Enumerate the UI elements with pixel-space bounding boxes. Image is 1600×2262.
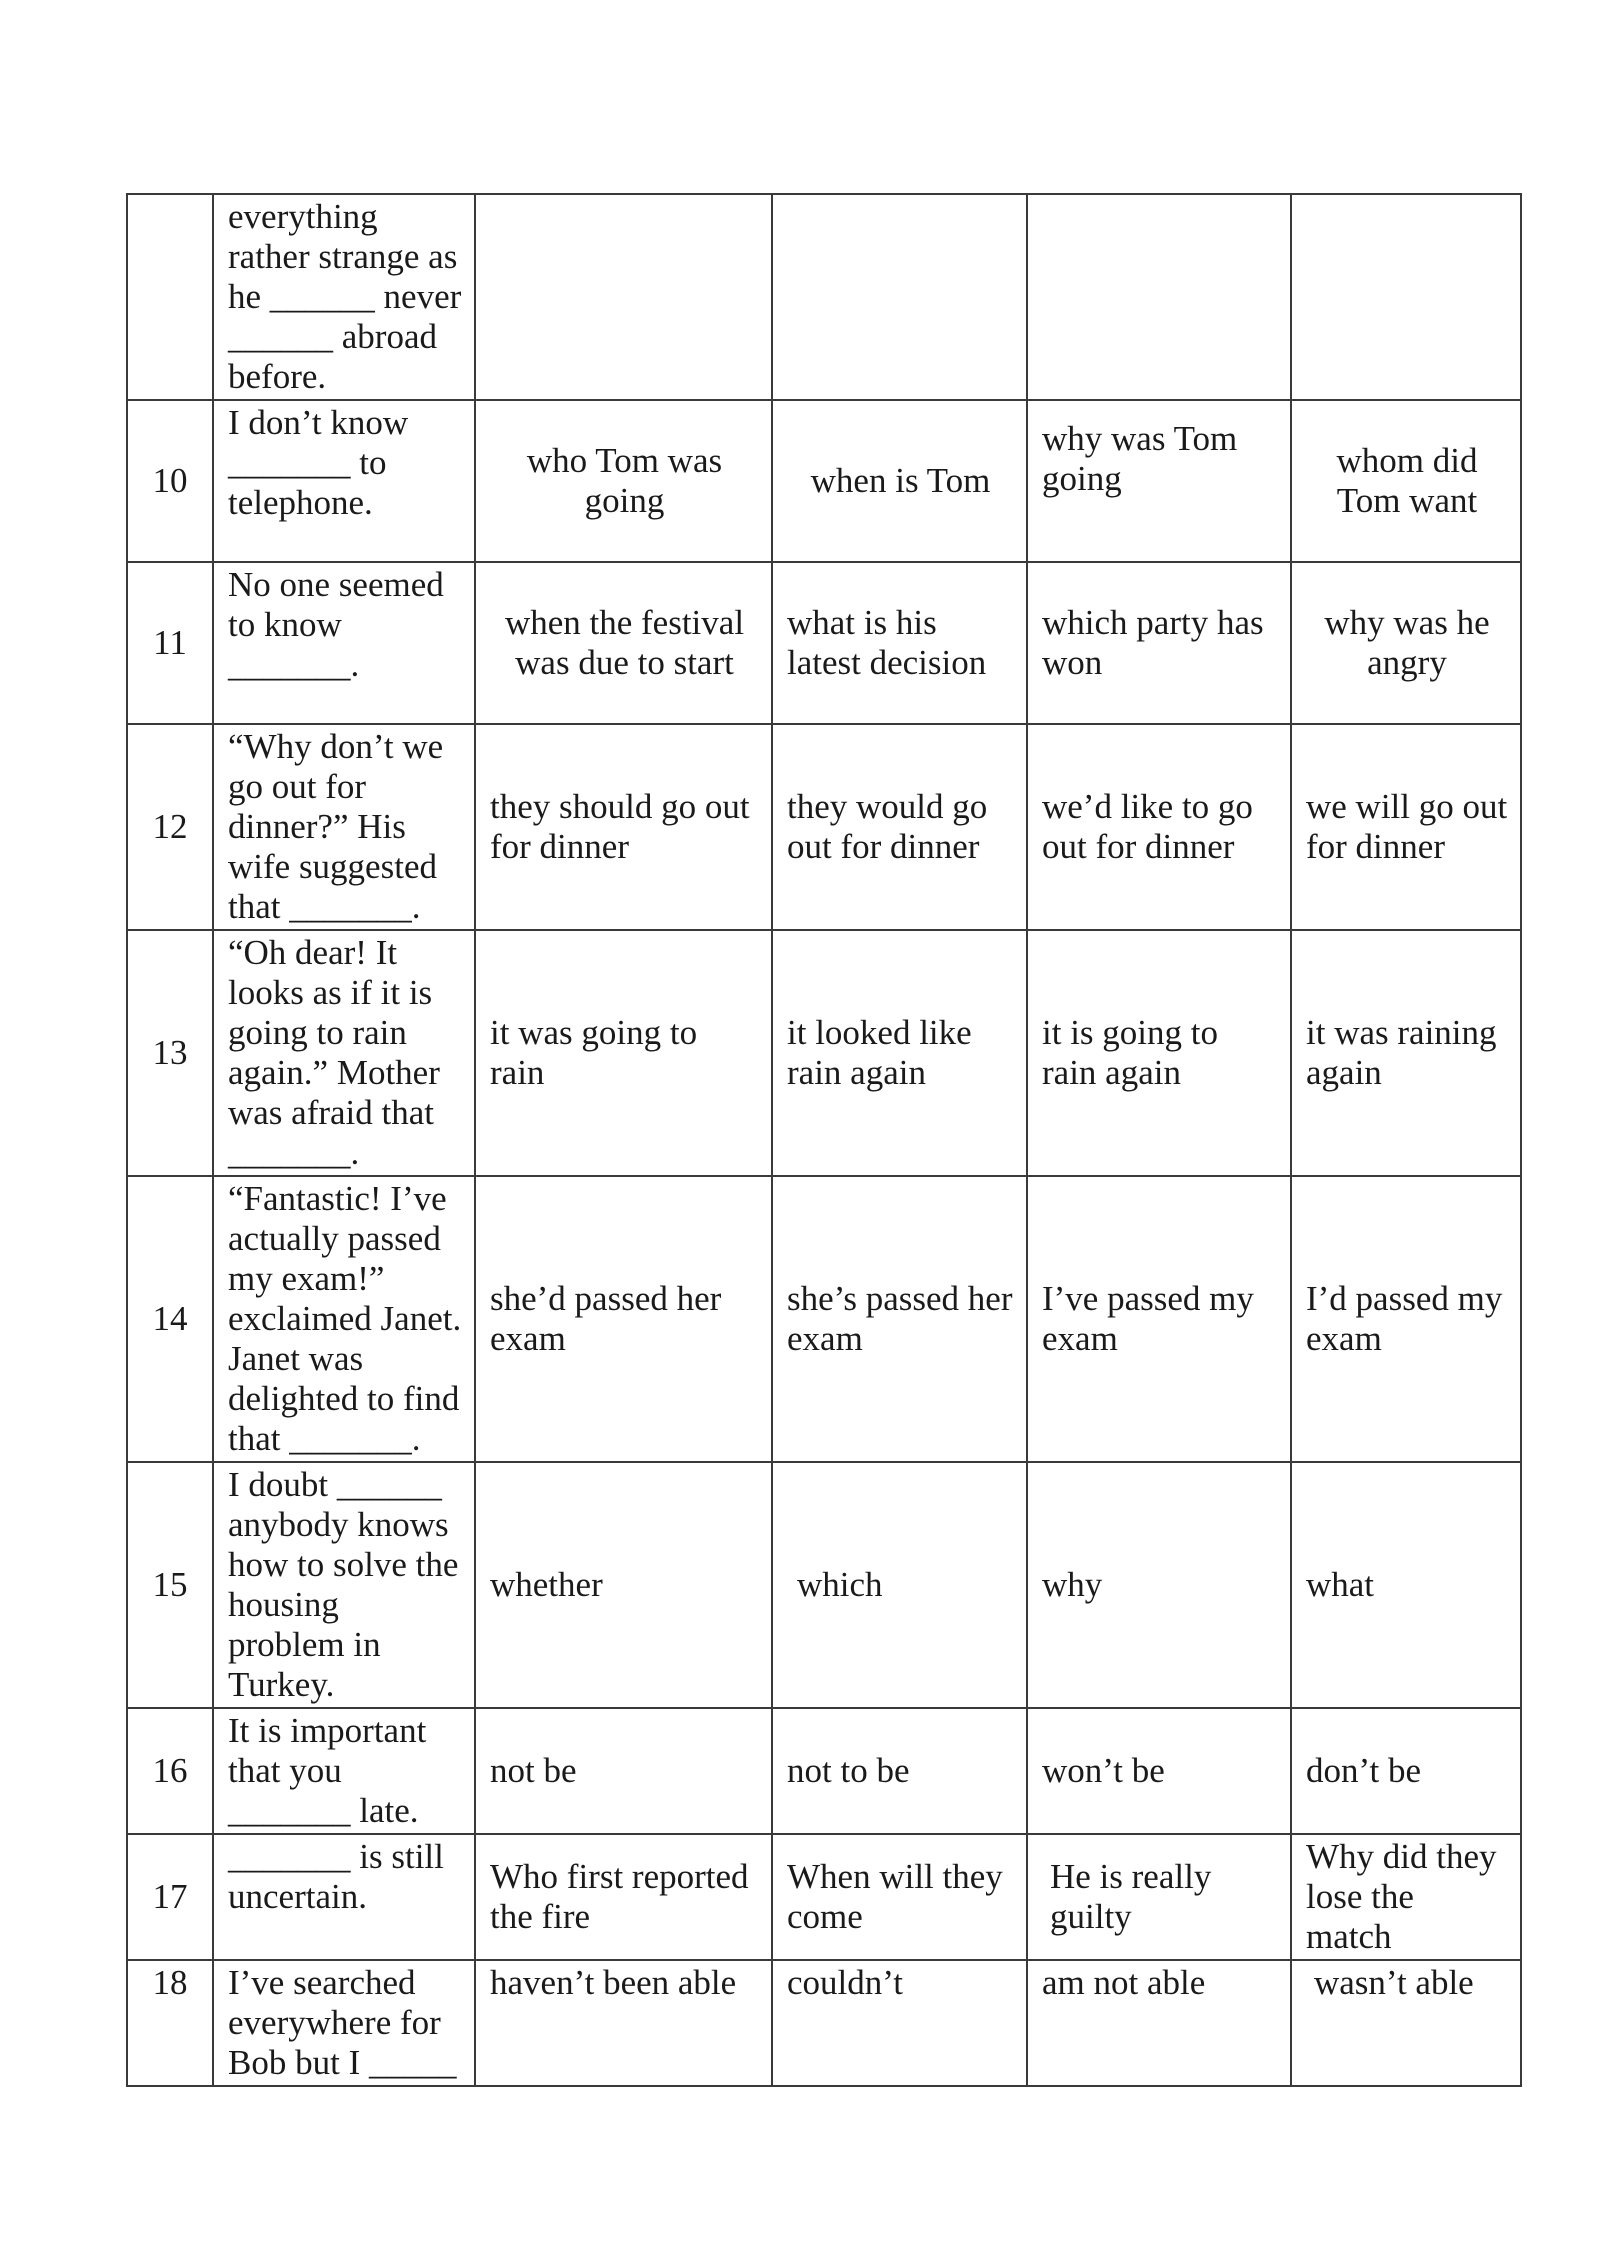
option-d: we will go out for dinner xyxy=(1291,724,1521,930)
option-a: when the festival was due to start xyxy=(475,562,772,724)
option-b: which xyxy=(772,1462,1027,1708)
option-b: what is his latest decision xyxy=(772,562,1027,724)
question-text: I’ve searched everywhere for Bob but I _____ xyxy=(213,1960,475,2086)
question-number: 17 xyxy=(127,1834,213,1960)
question-text: I doubt ______ anybody knows how to solve the housing problem in Turkey. xyxy=(213,1462,475,1708)
option-a: whether xyxy=(475,1462,772,1708)
question-number: 11 xyxy=(127,562,213,724)
table-row xyxy=(127,724,1521,930)
question-text: “Oh dear! It looks as if it is going to rain again.” Mother was afraid that _______. xyxy=(213,930,475,1176)
option-b xyxy=(772,194,1027,400)
option-c: He is really guilty xyxy=(1027,1834,1291,1960)
option-c: which party has won xyxy=(1027,562,1291,724)
option-b: When will they come xyxy=(772,1834,1027,1960)
option-c: it is going to rain again xyxy=(1027,930,1291,1176)
table-row xyxy=(127,194,1521,400)
question-text: “Why don’t we go out for dinner?” His wife suggested that _______. xyxy=(213,724,475,930)
table-row xyxy=(127,1708,1521,1834)
option-b: not to be xyxy=(772,1708,1027,1834)
question-text: “Fantastic! I’ve actually passed my exam!” exclaimed Janet. Janet was delighted to find that _______. xyxy=(213,1176,475,1462)
question-text: It is important that you _______ late. xyxy=(213,1708,475,1834)
table-row xyxy=(127,1834,1521,1960)
option-b: they would go out for dinner xyxy=(772,724,1027,930)
question-number xyxy=(127,194,213,400)
question-number: 14 xyxy=(127,1176,213,1462)
option-b: it looked like rain again xyxy=(772,930,1027,1176)
question-number: 16 xyxy=(127,1708,213,1834)
option-d: I’d passed my exam xyxy=(1291,1176,1521,1462)
option-d: why was he angry xyxy=(1291,562,1521,724)
question-number: 18 xyxy=(127,1960,213,2086)
option-a: haven’t been able xyxy=(475,1960,772,2086)
table-row xyxy=(127,1960,1521,2086)
question-number: 10 xyxy=(127,400,213,562)
table-row xyxy=(127,930,1521,1176)
option-b: couldn’t xyxy=(772,1960,1027,2086)
table-row xyxy=(127,562,1521,724)
option-d: wasn’t able xyxy=(1291,1960,1521,2086)
option-a: they should go out for dinner xyxy=(475,724,772,930)
option-d xyxy=(1291,194,1521,400)
option-c: why was Tom going xyxy=(1027,400,1291,562)
question-table xyxy=(126,193,1522,2087)
question-text: _______ is still uncertain. xyxy=(213,1834,475,1960)
option-a: who Tom was going xyxy=(475,400,772,562)
option-d: whom did Tom want xyxy=(1291,400,1521,562)
question-text: No one seemed to know _______. xyxy=(213,562,475,724)
table-row xyxy=(127,400,1521,562)
question-number: 13 xyxy=(127,930,213,1176)
table-row xyxy=(127,1462,1521,1708)
question-number: 12 xyxy=(127,724,213,930)
question-text: I don’t know _______ to telephone. xyxy=(213,400,475,562)
option-a xyxy=(475,194,772,400)
option-b: she’s passed her exam xyxy=(772,1176,1027,1462)
option-a: she’d passed her exam xyxy=(475,1176,772,1462)
option-c: won’t be xyxy=(1027,1708,1291,1834)
option-c: why xyxy=(1027,1462,1291,1708)
option-a: not be xyxy=(475,1708,772,1834)
option-a: it was going to rain xyxy=(475,930,772,1176)
option-c xyxy=(1027,194,1291,400)
option-d: what xyxy=(1291,1462,1521,1708)
option-c: we’d like to go out for dinner xyxy=(1027,724,1291,930)
option-c: I’ve passed my exam xyxy=(1027,1176,1291,1462)
table-row xyxy=(127,1176,1521,1462)
option-c: am not able xyxy=(1027,1960,1291,2086)
option-d: it was raining again xyxy=(1291,930,1521,1176)
option-d: Why did they lose the match xyxy=(1291,1834,1521,1960)
question-text: everything rather strange as he ______ never ______ abroad before. xyxy=(213,194,475,400)
question-number: 15 xyxy=(127,1462,213,1708)
option-a: Who first reported the fire xyxy=(475,1834,772,1960)
option-d: don’t be xyxy=(1291,1708,1521,1834)
option-b: when is Tom xyxy=(772,400,1027,562)
